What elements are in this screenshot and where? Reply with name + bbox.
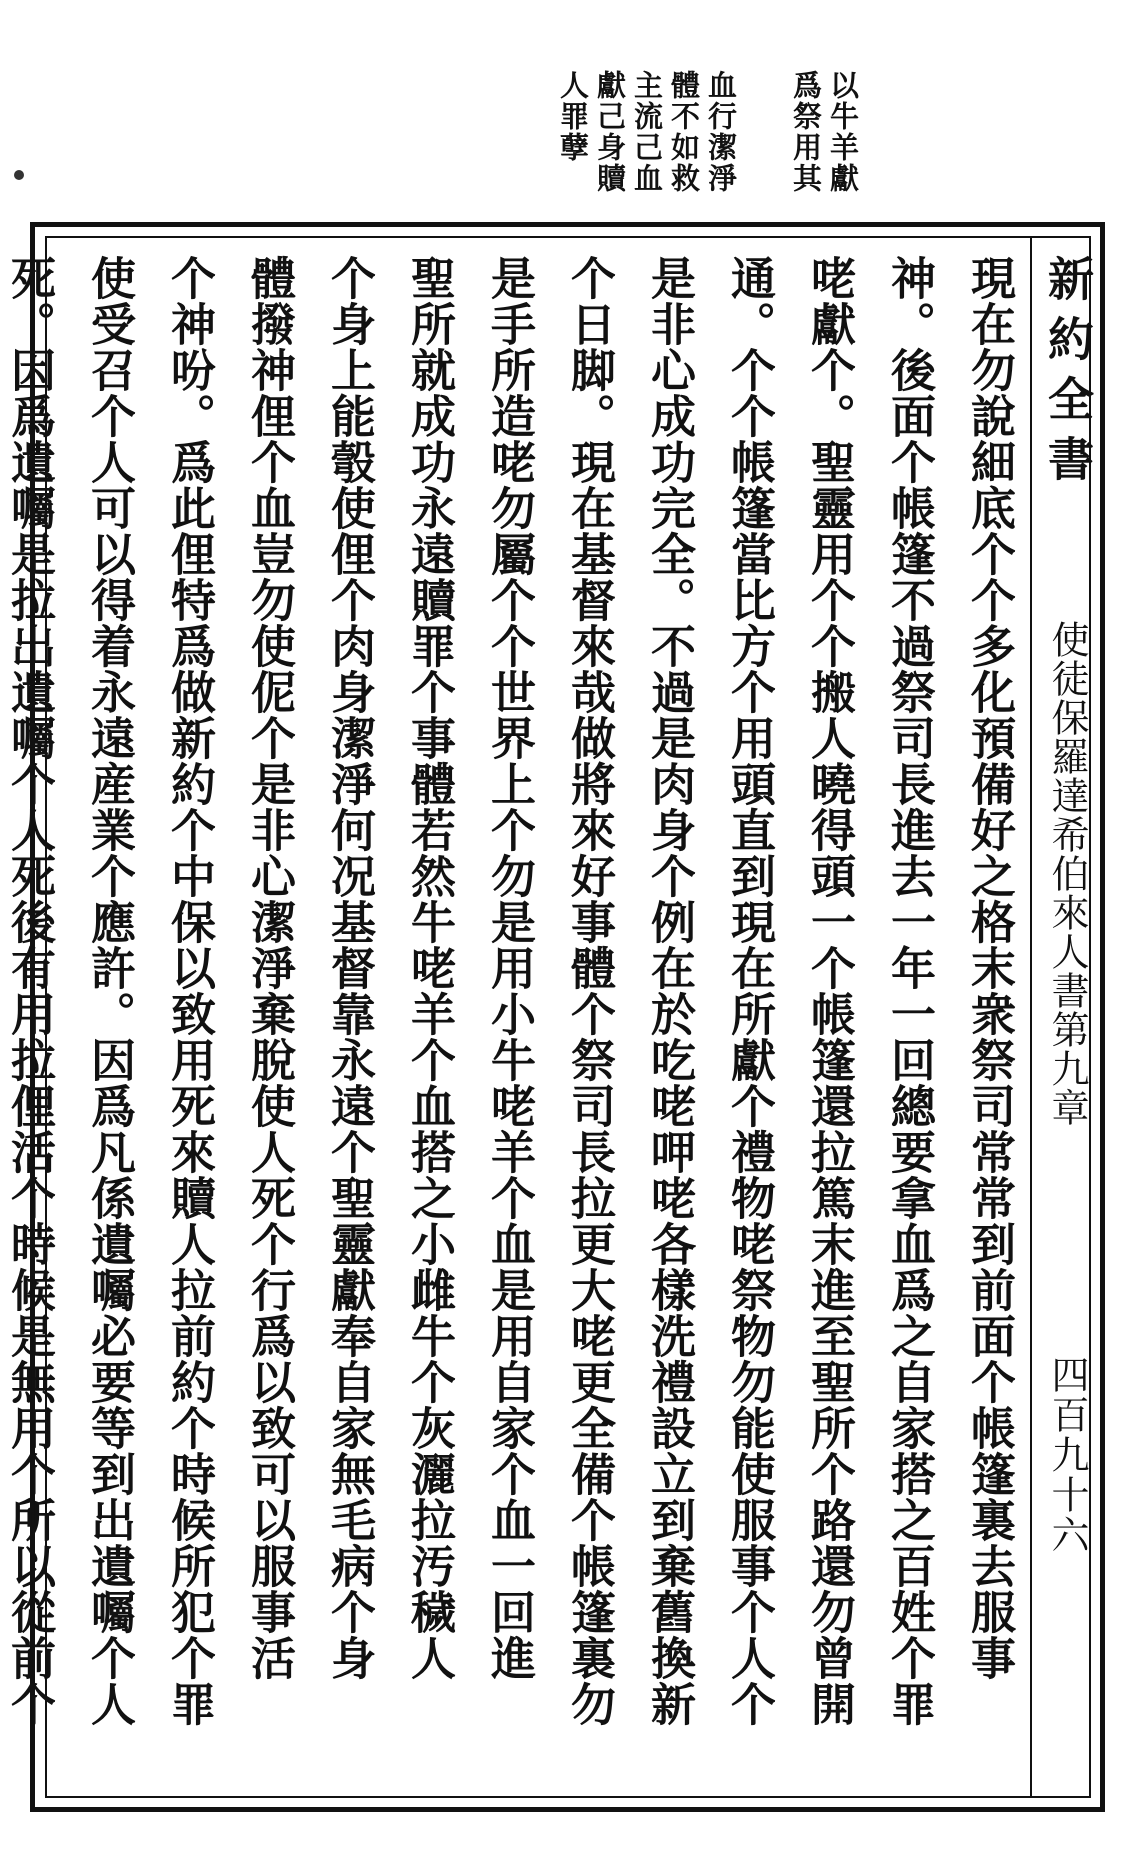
- text-column: 聖所就成功永遠贖罪个事體若然牛咾羊个血搭之小雌牛个灰灑拉汚穢人: [403, 255, 456, 1681]
- header-divider: [1030, 238, 1032, 1798]
- text-column: 咾獻个。聖靈用个个搬人曉得頭一个帳篷還拉篤末進至聖所个路還勿曾開: [803, 255, 856, 1727]
- body-text: [0, 255, 1029, 1785]
- text-column: 通。个个帳篷當比方个用頭直到現在所獻个禮物咾祭物勿能使服事个人个: [723, 255, 776, 1727]
- text-column: 个日脚。現在基督來哉做將來好事體个祭司長拉更大咾更全備个帳篷裏勿: [563, 255, 616, 1727]
- book-title: 新約全書: [1041, 255, 1095, 495]
- text-column: 个身上能彀使俚个肉身潔淨何况基督靠永遠个聖靈獻奉自家無毛病个身: [323, 255, 376, 1681]
- text-column: 是手所造咾勿屬个个世界上个勿是用小牛咾羊个血是用自家个血一回進: [483, 255, 536, 1681]
- text-column: 神。後面个帳篷不過祭司長進去一年一回總要拿血爲之自家搭之百姓个罪: [883, 255, 936, 1727]
- marginal-note-line: 人罪孽: [556, 70, 590, 163]
- text-column: 是非心成功完全。不過是肉身个例在於吃咾呷咾各樣洗禮設立到棄舊換新: [643, 255, 696, 1727]
- text-column: 死。因爲遺囑是拉出遺囑个人死後有用拉俚活个時候是無用个所以從前个: [3, 255, 56, 1727]
- marginal-note-line: 血行潔淨: [704, 70, 738, 194]
- marginal-note-line: 爲祭用其: [789, 70, 823, 194]
- margin-dot: [14, 170, 24, 180]
- text-column: 使受召个人可以得着永遠産業个應許。因爲凡係遺囑必要等到出遺囑个人: [83, 255, 136, 1727]
- marginal-note-line: 體不如救: [667, 70, 701, 194]
- marginal-note-line: 獻己身贖: [593, 70, 627, 194]
- text-column: 現在勿說細底个个多化預備好之格末衆祭司常常到前面个帳篷裏去服事: [963, 255, 1016, 1681]
- marginal-note: [556, 70, 860, 210]
- marginal-note-line: 主流己血: [630, 70, 664, 194]
- text-column: 个神吩。爲此俚特爲做新約个中保以致用死來贖人拉前約个時候所犯个罪: [163, 255, 216, 1727]
- marginal-note-line: 以牛羊獻: [826, 70, 860, 194]
- text-column: 體撥神俚个血豈勿使伲个是非心潔淨棄脫使人死个行爲以致可以服事活: [243, 255, 296, 1681]
- page-number: 四百九十六: [1045, 1355, 1089, 1555]
- chapter-heading: 使徒保羅達希伯來人書第九章: [1045, 620, 1089, 1127]
